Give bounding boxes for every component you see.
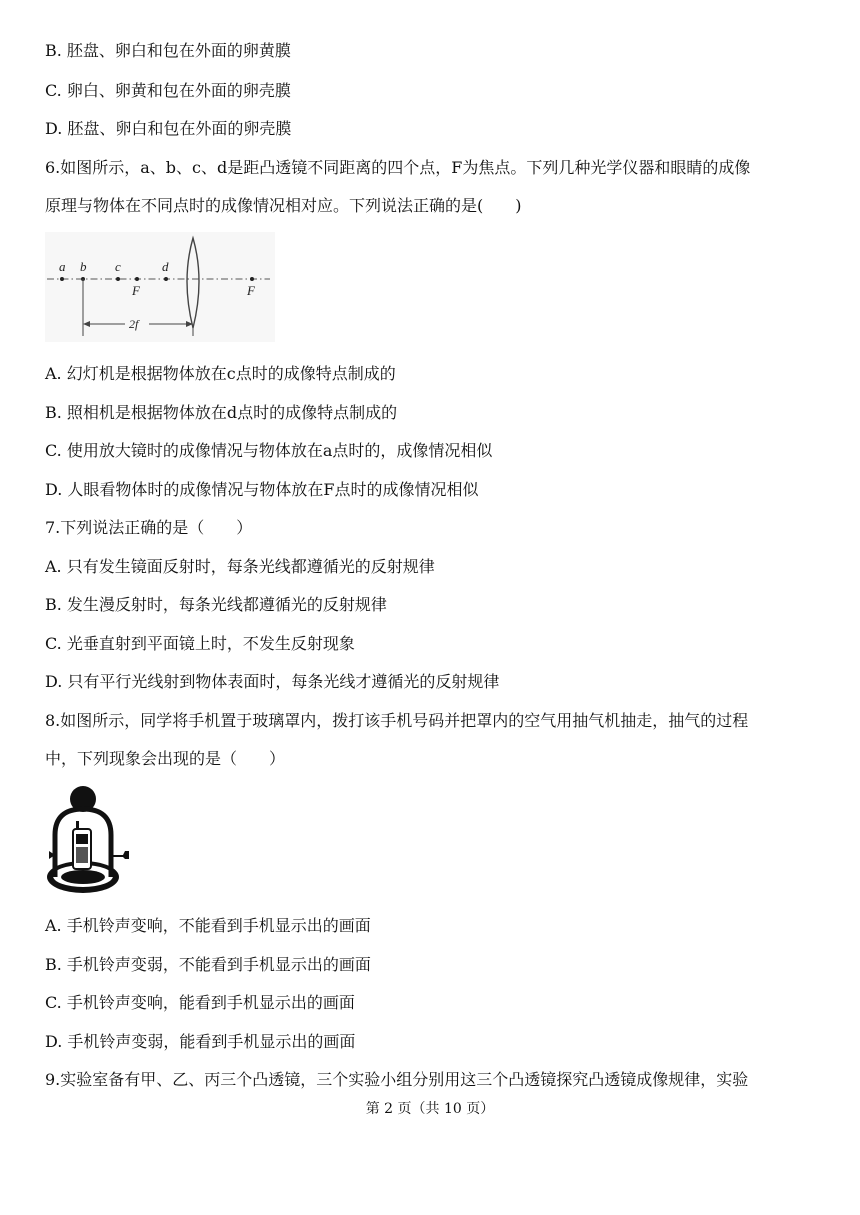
focus-left-dot xyxy=(135,277,139,281)
q5-option-b: B. 胚盘、卵白和包在外面的卵黄膜 xyxy=(45,41,291,60)
air-valve xyxy=(111,851,129,859)
q7-option-d: D. 只有平行光线射到物体表面时，每条光线才遵循光的反射规律 xyxy=(45,672,500,691)
point-c-label: c xyxy=(115,259,121,274)
q8-stem-line2: 中，下列现象会出现的是（ ） xyxy=(45,749,286,768)
q8-stem-line1: 8.如图所示，同学将手机置于玻璃罩内，拨打该手机号码并把罩内的空气用抽气机抽走，抽气的过程 xyxy=(45,711,749,730)
q6-stem-line2: 原理与物体在不同点时的成像情况相对应。下列说法正确的是( ) xyxy=(45,196,522,215)
point-d-label: d xyxy=(162,259,169,274)
point-d-dot xyxy=(164,277,168,281)
point-c-dot xyxy=(116,277,120,281)
q7-option-a: A. 只有发生镜面反射时，每条光线都遵循光的反射规律 xyxy=(45,557,435,576)
point-a-dot xyxy=(60,277,64,281)
point-b-label: b xyxy=(80,259,87,274)
q6-option-d: D. 人眼看物体时的成像情况与物体放在F点时的成像情况相似 xyxy=(45,480,479,499)
focus-left-label: F xyxy=(132,283,140,298)
focus-right-dot xyxy=(250,277,254,281)
bell-jar-figure xyxy=(45,785,140,905)
q6-option-b: B. 照相机是根据物体放在d点时的成像特点制成的 xyxy=(45,403,398,422)
q6-option-c: C. 使用放大镜时的成像情况与物体放在a点时的，成像情况相似 xyxy=(45,441,493,460)
q6-option-a: A. 幻灯机是根据物体放在c点时的成像特点制成的 xyxy=(45,364,396,383)
q8-option-d: D. 手机铃声变弱，能看到手机显示出的画面 xyxy=(45,1032,356,1051)
q7-option-c: C. 光垂直射到平面镜上时，不发生反射现象 xyxy=(45,634,355,653)
lens-diagram xyxy=(45,232,275,342)
q8-option-a: A. 手机铃声变响，不能看到手机显示出的画面 xyxy=(45,916,371,935)
point-a-label: a xyxy=(59,259,66,274)
page-footer: 第 2 页（共 10 页） xyxy=(365,1101,495,1117)
q5-option-d: D. 胚盘、卵白和包在外面的卵壳膜 xyxy=(45,119,292,138)
focus-right-label: F xyxy=(247,283,255,298)
q9-stem-line1: 9.实验室备有甲、乙、丙三个凸透镜，三个实验小组分别用这三个凸透镜探究凸透镜成像规律，实验 xyxy=(45,1070,749,1089)
q7-stem: 7.下列说法正确的是（ ） xyxy=(45,518,253,537)
phone-screen xyxy=(76,834,88,844)
q8-option-c: C. 手机铃声变响，能看到手机显示出的画面 xyxy=(45,993,355,1012)
q8-option-b: B. 手机铃声变弱，不能看到手机显示出的画面 xyxy=(45,955,371,974)
phone-keypad xyxy=(76,847,88,863)
distance-2f-label: 2f xyxy=(129,317,139,331)
base-plate-ring xyxy=(61,870,105,884)
q5-option-c: C. 卵白、卵黄和包在外面的卵壳膜 xyxy=(45,81,291,100)
phone-antenna xyxy=(76,821,79,830)
q7-option-b: B. 发生漫反射时，每条光线都遵循光的反射规律 xyxy=(45,595,387,614)
q6-stem-line1: 6.如图所示，a、b、c、d是距凸透镜不同距离的四个点，F为焦点。下列几种光学仪器和眼睛的成像 xyxy=(45,158,751,177)
